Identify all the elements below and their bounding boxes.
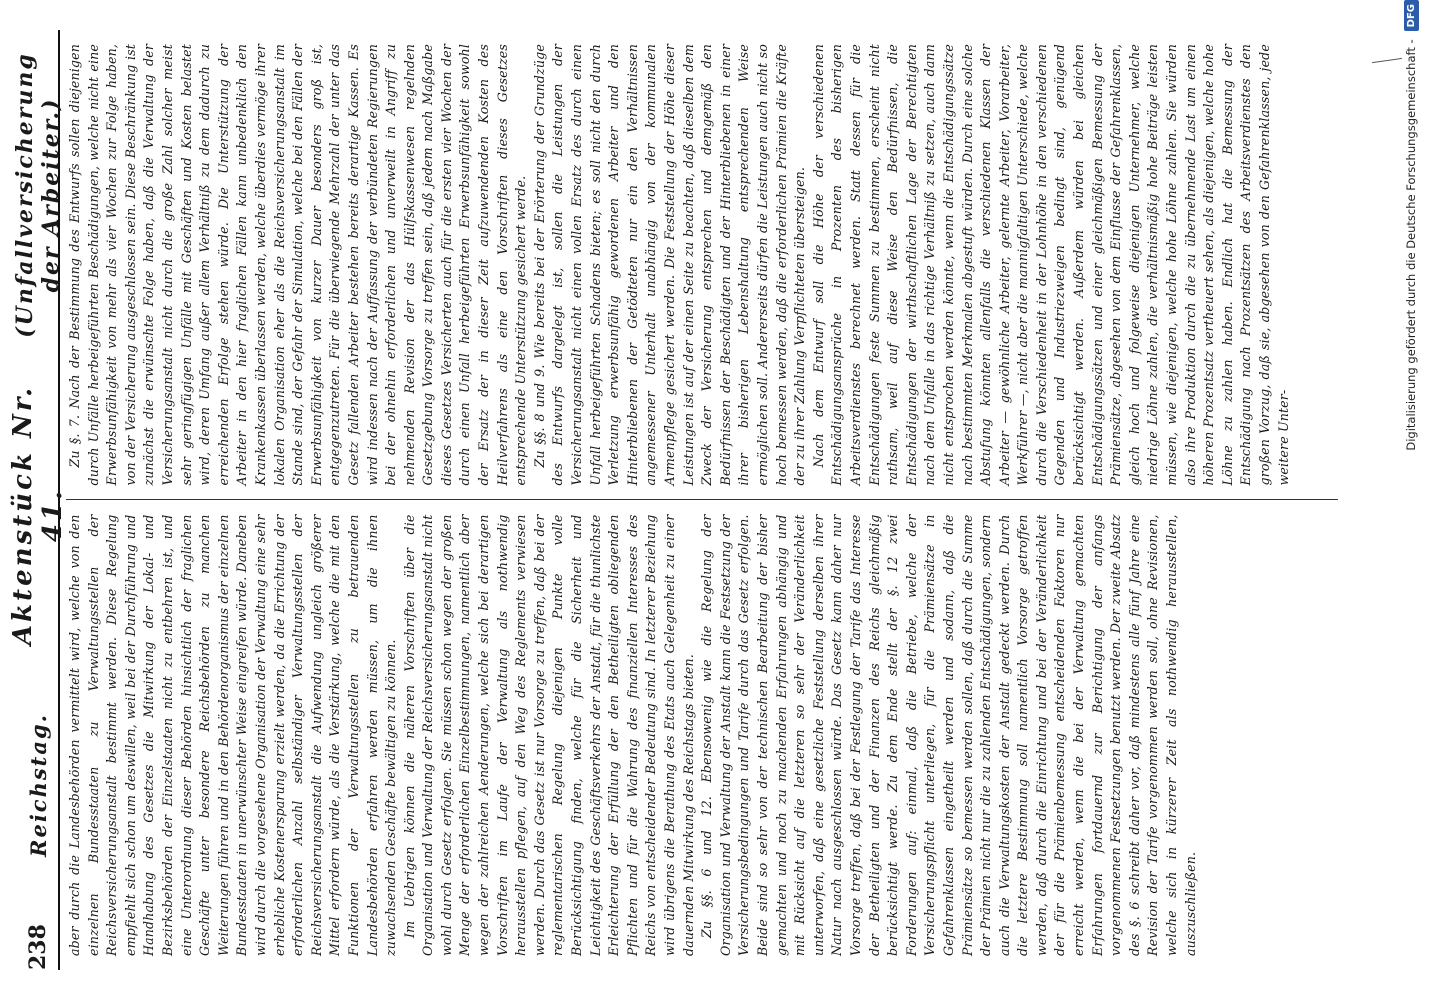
running-title-center: Aktenstück Nr. 41.: [8, 384, 68, 646]
right-column: [66, 30, 1338, 500]
running-title-left: Reichstag.: [25, 713, 51, 857]
paragraph: Zu §§. 8 und 9. Wie bereits bei der Erörterung der Grundzüge des Entwurfs dargelegt ist, sollen die Leistungen der Versicherungsanstalt nicht einen vollen Ersatz des durch einen Unfall herbeigeführten Schadens bieten; es soll nicht den durch Verletzung erwerbsunfähig gewordenen Arbeiter und den Hinterbliebenen der Getödteten nur ein den Verhältnissen angemessener Unterhalt unabhängig von der kommunalen Armenpflege gesichert werden. Die Feststellung der Höhe dieser Leistungen ist auf der einen Seite zu beachten, daß dieselben dem Zweck der Versicherung entsprechen und demgemäß den Bedürfnissen der Beschädigten und der Hinterbliebenen in einer ihrer bisherigen Lebenshaltung entsprechenden Weise ermöglichen soll. Andererseits dürfen die Leistungen auch nicht so hoch bemessen werden, daß die erforderlichen Prämien die Kräfte der zu ihrer Zahlung Verpflichteten übersteigen.: [531, 44, 808, 486]
text-columns: [66, 30, 1338, 970]
page-header: [8, 30, 68, 970]
paragraph: Zu §§. 6 und 12. Ebensowenig wie die Regelung der Organisation und Verwaltung der Anstalt kann die Festsetzung der Versicherungsbedingungen und Tarife durch das Gesetz erfolgen. Beide sind so sehr von der technischen Bearbeitung der bisher gemachten und noch zu machenden Erfahrungen abhängig und mit Rücksicht auf die letzteren so sehr der Veränderlichkeit unterworfen, daß eine gesetzliche Feststellung derselben ihrer Natur nach ausgeschlossen würde. Das Gesetz kann daher nur Vorsorge treffen, daß bei der Festlegung der Tarife das Interesse der Betheiligten und der Finanzen des Reichs gleichmäßig berücksichtigt werde. Zu dem Ende stellt der §. 12 zwei Forderungen auf: einmal, daß die Betriebe, welche der Versicherungspflicht unterliegen, für die Prämiensätze in Gefahrenklassen eingetheilt werden und sodann, daß die Prämiensätze so bemessen werden sollen, daß durch die Summe der Prämien nicht nur die zu zahlenden Entschädigungen, sondern auch die Verwaltungskosten der Anstalt gedeckt werden. Durch die letztere Bestimmung soll namentlich Vorsorge getroffen werden, daß durch die Einrichtung und bei der Veränderlichkeit der für die Prämienbemessung entscheidenden Faktoren nur erreicht werden, wenn die bei der Verwaltung gemachten Erfahrungen fortdauernd zur Berichtigung der anfangs vorgenommenen Festsetzungen benutzt werden. Der zweite Absatz des §. 6 schreibt daher vor, daß mindestens alle fünf Jahre eine Revision der Tarife vorgenommen werden soll, ohne Revisionen, welche sich in kürzerer Zeit als nothwendig herausstellen, auszuschließen.: [699, 514, 1198, 956]
notice-text: Digitalisierung gefördert durch die Deutsche Forschungsgemeinschaft -: [1404, 39, 1418, 451]
paragraph: aber durch die Landesbehörden vermittelt wird, welche von den einzelnen Bundesstaaten zu Verwaltungsstellen der Reichsversicherungsanstalt bestimmt werden. Diese Regelung empfiehlt sich schon um deswillen, weil bei der Durchführung und Handhabung des Gesetzes die Mitwirkung der Lokal- und Bezirksbehörden der Einzelstaaten nicht zu entbehren ist, und eine Unterordnung dieser Behörden hinsichtlich der fraglichen Geschäfte unter besondere Reichsbehörden zu manchen Weiterungen führen und in den Behördenorganismus der einzelnen Bundesstaaten in unerwünschter Weise eingreifen würde. Daneben wird durch die vorgesehene Organisation der Verwaltung eine sehr erhebliche Kostenersparung erzielt werden, da die Errichtung der erforderlichen Anzahl selbständiger Verwaltungsstellen der Reichsversicherungsanstalt die Aufwendung ungleich größerer Mittel erfordern würde, als die Verstärkung, welche die mit den Funktionen der Verwaltungsstellen zu betrauenden Landesbehörden erfahren werden müssen, um die ihnen zuwachsenden Geschäfte bewältigen zu können.: [67, 514, 399, 956]
paragraph: Nach dem Entwurf soll die Höhe der verschiedenen Entschädigungsansprüche in Prozenten des bisherigen Arbeitsverdienstes berechnet werden. Statt dessen für die Entschädigungen feste Summen zu bestimmen, erscheint nicht rathsam, weil auf diese Weise den Bedürfnissen, die Entschädigungen der wirthschaftlichen Lage der Berechtigten nach dem Unfalle in das richtige Verhältniß zu setzen, auch dann nicht entsprochen werden könnte, wenn die Entschädigungssätze nach bestimmten Merkmalen abgestuft würden. Durch eine solche Abstufung könnten allenfalls die verschiedenen Klassen der Arbeiter — gewöhnliche Arbeiter, gelernte Arbeiter, Vorarbeiter, Werkführer —, nicht aber die mannigfaltigen Unterschiede, welche durch die Verschiedenheit in der Lohnhöhe in den verschiedenen Gegenden und Industriezweigen bedingt sind, genügend berücksichtigt werden. Außerdem würden bei gleichen Entschädigungssätzen und einer gleichmäßigen Bemessung der Prämiensätze, abgesehen von dem Einflusse der Gefahrenklassen, gleich hoch und folgeweise diejenigen Unternehmer, welche niedrige Löhne zahlen, die verhältnismäßig hohe Beiträge leisten müssen, wie diejenigen, welche hohe Löhne zahlen. Sie würden also ihre Produktion durch die zu übernehmende Last um einen höheren Prozentsatz vertheuert sehen, als diejenigen, welche hohe Löhne zu zahlen haben. Endlich hat die Bemessung der Entschädigung nach Prozentsätzen des Arbeitsverdienstes den großen Vorzug, daß sie, abgesehen von den Gefahrenklassen, jede weitere Unter-: [810, 44, 1291, 486]
running-title-right: (Unfallversicherung der Arbeiter.): [12, 52, 64, 338]
paragraph: Im Uebrigen können die näheren Vorschriften über die Organisation und Verwaltung der Reichsversicherungsanstalt nicht wohl durch Gesetz erfolgen. Sie müssen schon wegen der großen Menge der erforderlichen Einzelbestimmungen, namentlich aber wegen der zahlreichen Aenderungen, welche sich bei derartigen Vorschriften im Laufe der Verwaltung als nothwendig herausstellen pflegen, auf den Weg des Reglements verwiesen werden. Durch das Gesetz ist nur Vorsorge zu treffen, daß bei der reglementarischen Regelung diejenigen Punkte volle Berücksichtigung finden, welche für die Sicherheit und Leichtigkeit des Geschäftsverkehrs der Anstalt, für die thunlichste Erleichterung der Erfüllung der den Betheiligten obliegenden Pflichten und für die Wahrung des finanziellen Interesses des Reichs von entscheidender Bedeutung sind. In letzterer Beziehung wird übrigens die Berathung des Etats auch Gelegenheit zu einer dauernden Mitwirkung des Reichstags bieten.: [401, 514, 696, 956]
page-number: 238: [25, 924, 51, 970]
digitization-notice: [1387, 0, 1432, 1000]
paragraph: Zu §. 7. Nach der Bestimmung des Entwurfs sollen diejenigen durch Unfälle herbeigeführten Beschädigungen, welche nicht eine Erwerbsunfähigkeit von mehr als vier Wochen zur Folge haben, von der Versicherung ausgeschlossen sein. Diese Beschränkung ist zunächst die erwünschte Folge haben, daß die Verwaltung der Versicherungsanstalt nicht durch die große Zahl solcher meist sehr geringfügigen Unfälle mit Geschäften und Kosten belastet wird, deren Umfang außer allem Verhältniß zu dem dadurch zu erreichenden Erfolge stehen würde. Die Unterstützung der Arbeiter in den hier fraglichen Fällen kann unbedenklich den Krankenkassen überlassen werden, welche überdies vermöge ihrer lokalen Organisation eher als die Reichsversicherungsanstalt im Stande sind, der Gefahr der Simulation, welche bei den Fällen der Erwerbsunfähigkeit von kurzer Dauer besonders groß ist, entgegenzutreten. Für die überwiegende Mehrzahl der unter das Gesetz fallenden Arbeiter bestehen bereits derartige Kassen. Es wird indessen nach der Auffassung der verbündeten Regierungen bei der ohnehin erforderlichen und unverweilt in Angriff zu nehmenden Revision der das Hülfskassenwesen regelnden Gesetzgebung Vorsorge zu treffen sein, daß jedem nach Maßgabe dieses Gesetzes Versicherten auch für die ersten vier Wochen der durch einen Unfall herbeigeführten Erwerbsunfähigkeit sowohl der Ersatz der in dieser Zeit aufzuwendenden Kosten des Heilverfahrens als eine den Vorschriften dieses Gesetzes entsprechende Unterstützung gesichert werde.: [67, 44, 529, 486]
left-column: [66, 500, 1338, 971]
dfg-logo: DFG: [1404, 0, 1419, 31]
notice-line: [1397, 0, 1425, 990]
